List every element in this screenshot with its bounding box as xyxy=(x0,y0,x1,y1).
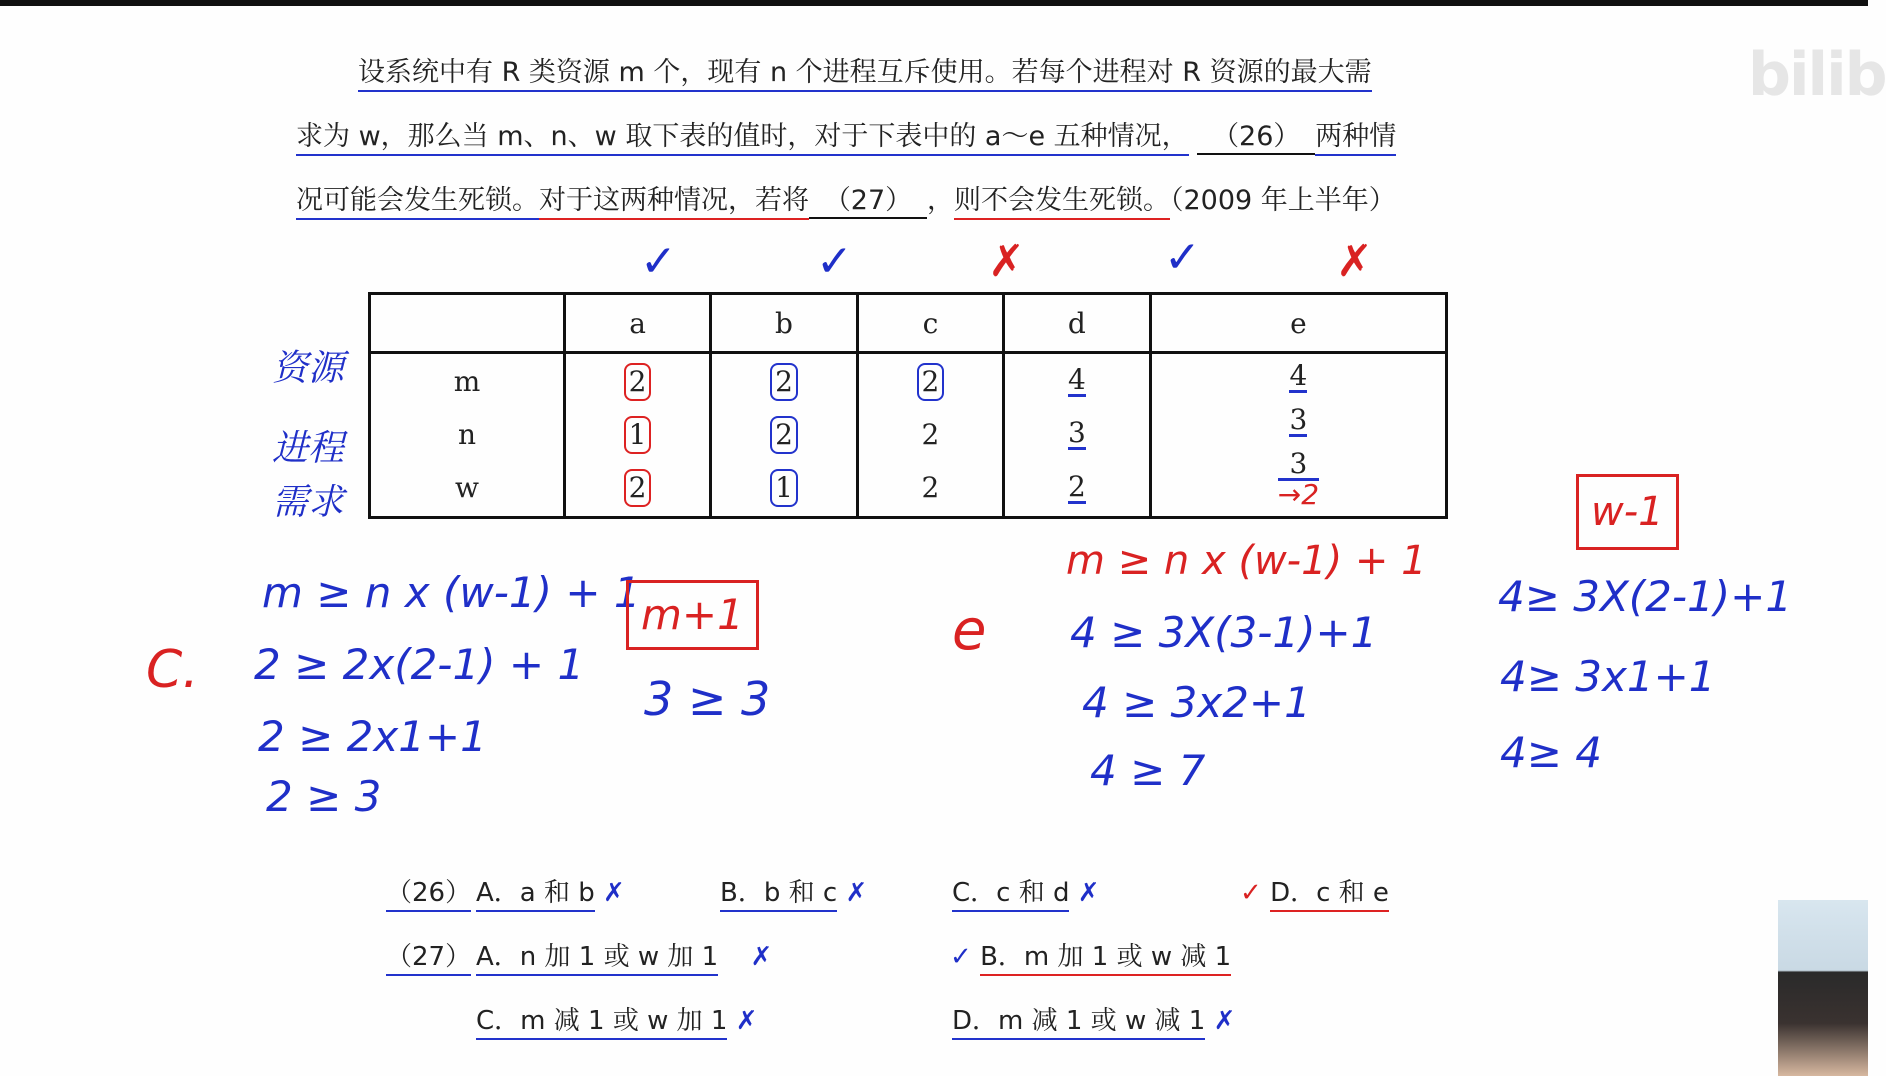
table-corner xyxy=(370,294,565,353)
q27-option-a: A．n 加 1 或 w 加 1 ✗ xyxy=(476,936,772,973)
work-w-line: 4≥ 3X(2-1)+1 xyxy=(1498,572,1793,621)
row-label-m: m xyxy=(453,364,481,398)
problem-text: 对于这两种情况， xyxy=(539,185,755,220)
q26-number: （26） xyxy=(386,872,471,909)
column-cell-b xyxy=(711,353,858,518)
webcam-overlay xyxy=(1778,900,1868,1076)
value-e-w: 3 xyxy=(1278,450,1319,481)
top-bar xyxy=(0,0,1868,6)
table-header-row xyxy=(370,294,1447,353)
value-e-n: 3 xyxy=(1289,402,1308,436)
column-header-b: b xyxy=(711,294,858,353)
q26-option-a: A．a 和 b ✗ xyxy=(476,872,625,909)
problem-text: 对于下表中的 a～e 五种情况， xyxy=(814,121,1188,156)
table-row xyxy=(370,353,1447,518)
tick-mark: ✓ xyxy=(1240,878,1262,908)
problem-text: 则不会发生死锁。 xyxy=(954,185,1170,220)
value-e-w-change: →2 xyxy=(1277,477,1320,511)
problem-text: 求为 w，那么当 m、n、w 取下表的值时， xyxy=(296,121,814,156)
q27-option-c: C．m 减 1 或 w 加 1 ✗ xyxy=(476,1000,757,1037)
work-e-line: 4 ≥ 3X(3-1)+1 xyxy=(1070,608,1378,657)
work-c-line: 2 ≥ 3 xyxy=(266,772,382,821)
watermark-logo: bilib xyxy=(1748,40,1886,110)
hand-label-demand: 需求 xyxy=(272,482,345,523)
q27-option-d: D．m 减 1 或 w 减 1 ✗ xyxy=(952,1000,1235,1037)
work-c-line: 2 ≥ 2x(2-1) + 1 xyxy=(254,640,585,689)
work-e-label: e xyxy=(952,598,987,663)
cross-mark-c: ✗ xyxy=(988,236,1025,287)
value-b-w: 1 xyxy=(775,471,793,505)
column-header-a: a xyxy=(565,294,711,353)
work-e-line: 4 ≥ 3x2+1 xyxy=(1082,678,1311,727)
value-c-m: 2 xyxy=(921,364,940,398)
q26-option-d: ✓ D．c 和 e xyxy=(1240,872,1389,909)
column-cell-e xyxy=(1150,353,1446,518)
column-cell-c xyxy=(857,353,1003,518)
value-e-w-wrap xyxy=(1277,446,1320,511)
tick-mark: ✓ xyxy=(950,942,972,972)
resource-table xyxy=(368,292,1448,519)
problem-line-1 xyxy=(358,50,1372,89)
value-c-n: 2 xyxy=(921,417,940,451)
cross-mark: ✗ xyxy=(735,1006,758,1036)
q26-option-b: B．b 和 c ✗ xyxy=(720,872,867,909)
work-c-result: 3 ≥ 3 xyxy=(644,672,771,726)
cross-mark: ✗ xyxy=(750,942,773,972)
work-c-line: 2 ≥ 2x1+1 xyxy=(258,712,487,761)
problem-line-3 xyxy=(296,178,1396,219)
value-a-n: 1 xyxy=(628,417,647,451)
value-b-n: 2 xyxy=(775,417,793,451)
hand-label-resource: 资源 xyxy=(272,348,345,389)
value-e-m: 4 xyxy=(1289,358,1308,392)
q27-number: （27） xyxy=(386,936,471,973)
row-labels-cell xyxy=(370,353,565,518)
value-b-m: 2 xyxy=(775,364,793,398)
work-w-line: 4≥ 3x1+1 xyxy=(1500,652,1716,701)
cross-mark-e: ✗ xyxy=(1336,236,1373,287)
problem-text: 两种情 xyxy=(1315,121,1396,156)
cross-mark: ✗ xyxy=(845,878,868,908)
problem-source: （2009 年上半年） xyxy=(1170,185,1396,216)
row-label-w: w xyxy=(455,471,479,505)
problem-text: 若每个进程对 R 资源的最大需 xyxy=(1012,57,1372,92)
check-mark-d: ✓ xyxy=(1164,232,1201,283)
column-cell-a xyxy=(565,353,711,518)
cross-mark: ✗ xyxy=(1213,1006,1236,1036)
column-header-e: e xyxy=(1150,294,1446,353)
work-c-boxed: m+1 xyxy=(626,580,759,650)
cross-mark: ✗ xyxy=(1077,878,1100,908)
problem-text: 况可能会发生死锁。 xyxy=(296,185,539,220)
blank-27: （27） xyxy=(809,178,927,219)
work-c-line: m ≥ n x (w-1) + 1 xyxy=(262,568,641,617)
value-a-w: 2 xyxy=(628,471,647,505)
problem-text: 设系统中有 R 类资源 m 个，现有 n 个进程互斥使用。 xyxy=(358,57,1012,92)
column-header-c: c xyxy=(857,294,1003,353)
work-e-line: m ≥ n x (w-1) + 1 xyxy=(1066,538,1427,584)
work-e-line: 4 ≥ 7 xyxy=(1090,746,1206,795)
problem-text: ， xyxy=(927,185,954,216)
blank-26: （26） xyxy=(1197,114,1315,155)
check-mark-a: ✓ xyxy=(640,236,677,287)
value-c-w: 2 xyxy=(921,471,940,505)
value-a-m: 2 xyxy=(628,364,647,398)
q27-option-b: ✓ B．m 加 1 或 w 减 1 xyxy=(950,936,1231,973)
hand-label-process: 进程 xyxy=(272,428,345,469)
problem-line-2 xyxy=(296,114,1396,155)
column-cell-d xyxy=(1003,353,1150,518)
q26-option-c: C．c 和 d ✗ xyxy=(952,872,1100,909)
work-w-line: 4≥ 4 xyxy=(1500,728,1602,777)
problem-text: 若将 xyxy=(755,185,809,220)
value-d-w: 2 xyxy=(1067,469,1086,503)
value-d-n: 3 xyxy=(1067,416,1086,450)
value-d-m: 4 xyxy=(1067,363,1086,397)
work-c-label: C. xyxy=(146,640,199,700)
work-w-boxed: w-1 xyxy=(1576,474,1679,550)
cross-mark: ✗ xyxy=(603,878,625,908)
row-label-n: n xyxy=(457,417,477,451)
check-mark-b: ✓ xyxy=(816,236,853,287)
column-header-d: d xyxy=(1003,294,1150,353)
